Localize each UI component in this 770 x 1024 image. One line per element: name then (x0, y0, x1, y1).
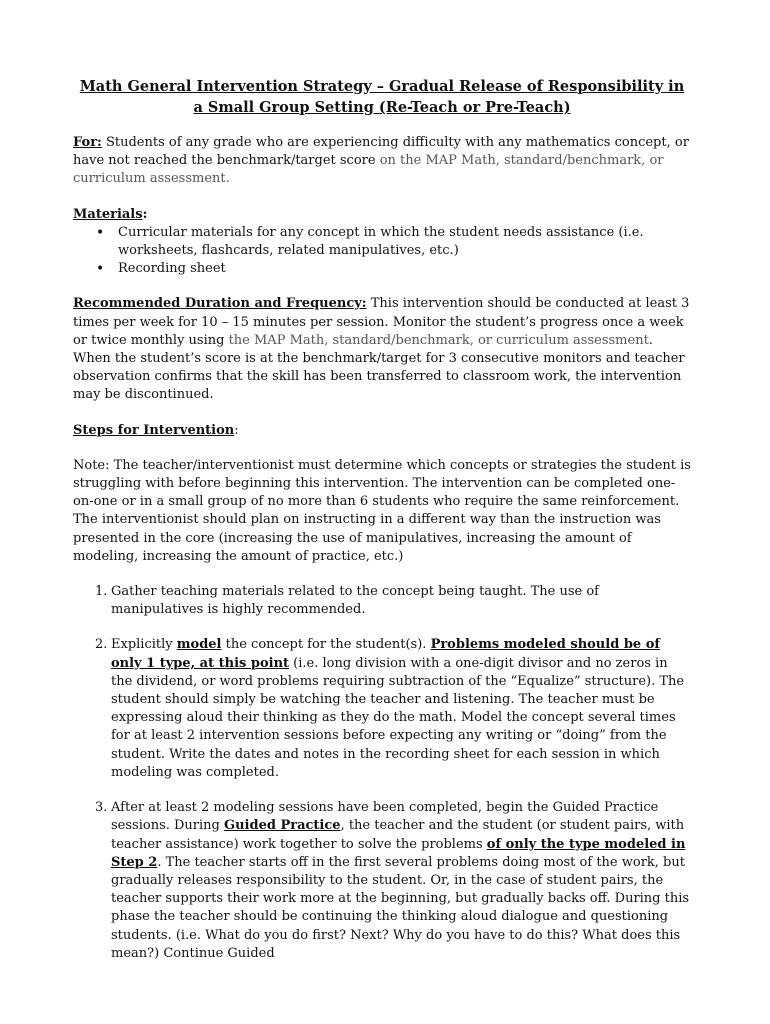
materials-section (73, 206, 691, 279)
document-body (73, 76, 691, 980)
step-text: Explicitly (111, 637, 177, 653)
step2-emphasis: of only the type modeled in Step 2 (111, 836, 686, 870)
step-item-1 (95, 583, 691, 619)
duration-section (73, 295, 691, 404)
document-title: Math General Intervention Strategy – Gradual Release of Responsibility in a Small Group Setting (Re-Teach or Pre-Teach) (79, 78, 685, 116)
steps-list (73, 583, 691, 963)
duration-text-b: . When the student’s score is at the benchmark/target for 3 consecutive monitors and teacher observation confirms that the skill has been transferred to classroom work, the intervention may be discontinued. (73, 332, 685, 403)
guided-practice-emphasis: Guided Practice (224, 818, 341, 834)
note-paragraph: Note: The teacher/interventionist must determine which concepts or strategies the student is struggling with before beginning this intervention. The intervention can be completed one-on-one or in a small group of no more than 6 students who require the same reinforcement. The interventionist should plan on instructing in a different way than the instruction was presented in the core (increasing the use of manipulatives, increasing the amount of modeling, increasing the amount of practice, etc.) (73, 457, 691, 564)
step-item-2 (95, 636, 691, 782)
materials-item: • Curricular materials for any concept in which the student needs assistance (i.e. worksheets, flashcards, related manipulatives, etc.) (118, 224, 691, 260)
materials-item: • Recording sheet (118, 260, 691, 278)
steps-heading-label: Steps for Intervention (73, 422, 235, 438)
duration-assessment: the MAP Math, standard/benchmark, or curriculum assessment (228, 332, 649, 348)
materials-colon: : (142, 206, 148, 222)
for-assessment: on the MAP Math, standard/benchmark, or curriculum assessment. (73, 153, 664, 187)
step-text: Gather teaching materials related to the concept being taught. The use of manipulatives is highly recommended. (111, 584, 599, 618)
step-text: . The teacher starts off in the first several problems doing most of the work, but gradually releases responsibility to the student. Or, in the case of student pairs, the teacher supports their work more at the beginning, but gradually backs off. During this phase the teacher should be continuing the thinking aloud dialogue and questioning students. (i.e. What do you do first? Next? Why do you have to do this? What does this mean?) Continue Guided (111, 854, 690, 961)
step-text: (i.e. long division with a one-digit divisor and no zeros in the dividend, or word problems requiring subtraction of the “Equalize” structure). The student should simply be watching the teacher and listening. The teacher must be expressing aloud their thinking as they do the math. Model the concept several times for at least 2 intervention sessions before expecting any writing or “doing” from the student. Write the dates and notes in the recording sheet for each session in which modeling was completed. (111, 655, 685, 780)
materials-heading (73, 206, 691, 224)
step-text: the concept for the student(s). (221, 637, 431, 653)
model-emphasis: model (176, 637, 222, 653)
duration-label: Recommended Duration and Frequency: (73, 296, 367, 312)
type-emphasis: Problems modeled should be of only 1 type, at this point (111, 637, 660, 671)
step-number: 2. (95, 637, 108, 653)
step-number: 3. (95, 800, 108, 816)
for-text: Students of any grade who are experiencing difficulty with any mathematics concept, or have not reached the benchmark/target score (73, 135, 689, 169)
step-text: , the teacher and the student (or student pairs, with teacher assistance) work together to solve the problems (111, 818, 685, 852)
duration-text-a: This intervention should be conducted at least 3 times per week for 10 – 15 minutes per session. Monitor the student’s progress once a week or twice monthly using (73, 296, 690, 348)
step-item-3 (95, 799, 691, 963)
step-text: After at least 2 modeling sessions have been completed, begin the Guided Practice sessions. During (111, 800, 659, 834)
materials-list (73, 224, 691, 279)
steps-heading-colon: : (234, 422, 239, 438)
for-section (73, 134, 691, 189)
for-label: For: (73, 135, 102, 150)
step-number: 1. (95, 584, 108, 600)
steps-heading (73, 422, 691, 440)
materials-label: Materials (73, 206, 143, 222)
